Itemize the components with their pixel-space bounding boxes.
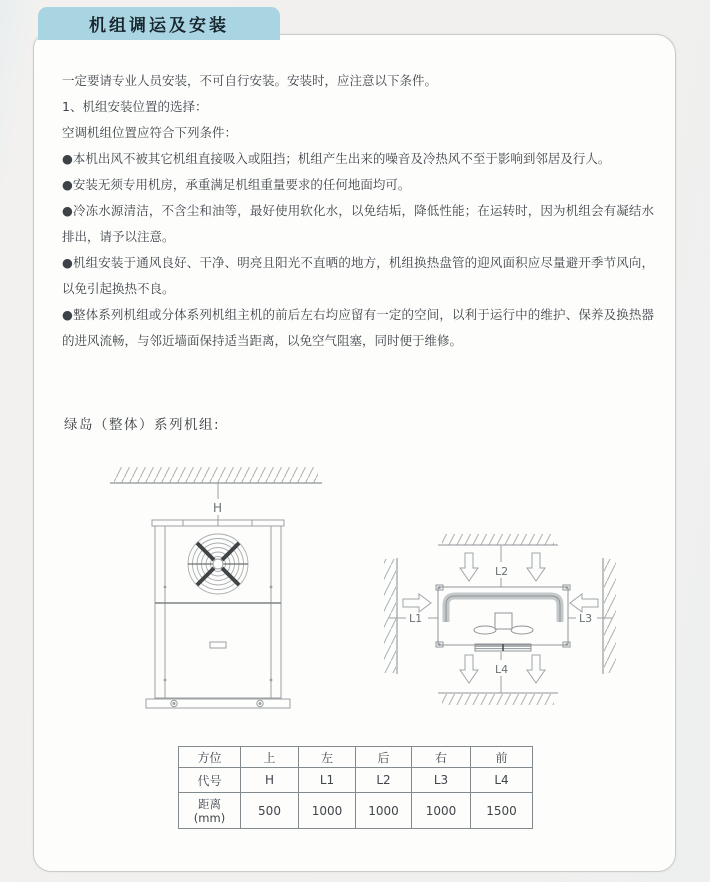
table-cell: 1500 [471, 793, 533, 829]
ceiling-hatch [110, 467, 322, 483]
table-cell: 上 [241, 747, 299, 768]
top-view-diagram [383, 533, 618, 708]
installation-notes [62, 68, 654, 354]
table-cell: 1000 [412, 793, 471, 829]
label-h: H [213, 501, 223, 515]
table-cell: 后 [356, 747, 412, 768]
table-cell: H [241, 768, 299, 793]
series-heading: 绿岛（整体）系列机组: [64, 417, 221, 433]
table-cell: L1 [299, 768, 356, 793]
table-row-orientation [179, 747, 533, 768]
table-header-cell: 方位 [179, 747, 241, 768]
table-cell: 前 [471, 747, 533, 768]
distance-label-line2: (mm) [193, 810, 226, 825]
item1-subtitle: 空调机组位置应符合下列条件： [62, 125, 238, 140]
left-wall-hatch [384, 558, 397, 674]
item1-title: 1、机组安装位置的选择： [62, 99, 208, 114]
unit-cabinet [152, 520, 284, 698]
table-cell: 500 [241, 793, 299, 829]
fan-blade-left [474, 626, 496, 634]
table-header-cell [179, 793, 241, 829]
back-wall-hatch [438, 534, 558, 545]
intro-paragraph: 一定要请专业人员安装，不可自行安装。安装时，应注意以下条件。 [62, 73, 438, 88]
table-cell: L3 [412, 768, 471, 793]
label-l4: L4 [495, 663, 509, 676]
table-cell: 1000 [299, 793, 356, 829]
bullet-item: ●冷冻水源清洁，不含尘和油等，最好使用软化水，以免结垢，降低性能；在运转时，因为机组会有凝结水排出，请予以注意。 [62, 203, 654, 244]
table-cell: 左 [299, 747, 356, 768]
label-l2: L2 [495, 565, 509, 578]
unit-top-view [436, 585, 570, 651]
table-cell: L4 [471, 768, 533, 793]
unit-base [146, 699, 290, 708]
bullet-item: ●安装无须专用机房，承重满足机组重量要求的任何地面均可。 [62, 177, 411, 192]
section-title-tab [38, 7, 280, 40]
fan-icon [188, 534, 248, 594]
front-wall-hatch [438, 693, 558, 705]
bullet-item: ●整体系列机组或分体系列机组主机的前后左右均应留有一定的空间，以利于运行中的维护、保养及换热器的进风流畅，与邻近墙面保持适当距离，以免空气阻塞，同时便于维修。 [62, 307, 654, 348]
clearance-table [178, 746, 533, 829]
distance-label-line1: 距离 [198, 796, 221, 811]
bullet-item: ●机组安装于通风良好、干净、明亮且阳光不直晒的地方，机组换热盘管的迎风面积应尽量避开季节风向，以免引起换热不良。 [62, 255, 654, 296]
fan-blade-right [511, 626, 533, 634]
fan-motor [495, 613, 512, 629]
table-header-cell: 代号 [179, 768, 241, 793]
right-wall-hatch [603, 558, 616, 674]
table-cell: 右 [412, 747, 471, 768]
table-row-distance [179, 793, 533, 829]
front-view-diagram [108, 462, 333, 727]
table-cell: 1000 [356, 793, 412, 829]
table-row-code [179, 768, 533, 793]
label-l3: L3 [579, 612, 593, 625]
bullet-item: ●本机出风不被其它机组直接吸入或阻挡；机组产生出来的噪音及冷热风不至于影响到邻居及行人。 [62, 151, 611, 166]
table-cell: L2 [356, 768, 412, 793]
label-l1: L1 [409, 612, 423, 625]
section-title: 机组调运及安装 [89, 16, 229, 36]
